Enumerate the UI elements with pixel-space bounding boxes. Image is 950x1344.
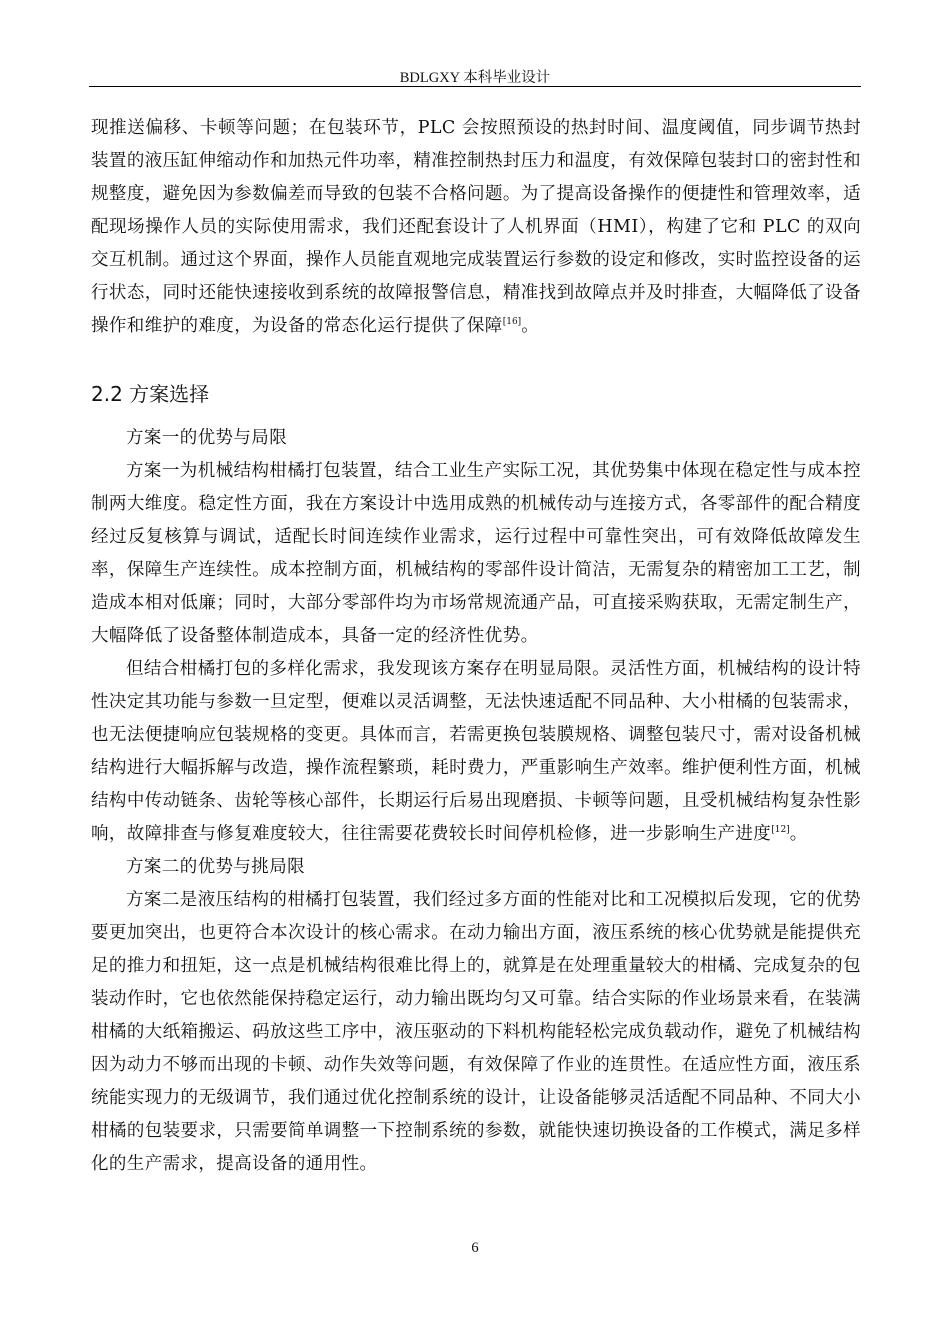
paragraph-option-two-advantages: 方案二是液压结构的柑橘打包装置，我们经过多方面的性能对比和工况模拟后发现，它的优势要更加突出，也更符合本次设计的核心需求。在动力输出方面，液压系统的核心优势就是能提供充足的推力和扭矩，这一点是机械结构很难比得上的，就算是在处理重量较大的柑橘、完成复杂的包装动作时，它也依然能保持稳定运行，动力输出既均匀又可靠。结合实际的作业场景来看，在装满柑橘的大纸箱搬运、码放这些工序中，液压驱动的下料机构能轻松完成负载动作，避免了机械结构因为动力不够而出现的卡顿、动作失效等问题，有效保障了作业的连贯性。在适应性方面，液压系统能实现力的无级调节，我们通过优化控制系统的设计，让设备能够灵活适配不同品种、不同大小柑橘的包装要求，只需要简单调整一下控制系统的参数，就能快速切换设备的工作模式，满足多样化的生产需求，提高设备的通用性。: [91, 890, 861, 1174]
page-header: BDLGXY 本科毕业设计: [399, 70, 551, 86]
page-number: 6: [471, 1240, 479, 1256]
paragraph-option-one-advantages: 方案一为机械结构柑橘打包装置，结合工业生产实际工况，其优势集中体现在稳定性与成本控制两大维度。稳定性方面，我在方案设计中选用成熟的机械传动与连接方式，各零部件的配合精度经过反复核算与调试，适配长时间连续作业需求，运行过程中可靠性突出，可有效降低故障发生率，保障生产连续性。成本控制方面，机械结构的零部件设计简洁，无需复杂的精密加工工艺，制造成本相对低廉；同时，大部分零部件均为市场常规流通产品，可直接采购获取，无需定制生产，大幅降低了设备整体制造成本，具备一定的经济性优势。: [91, 461, 861, 646]
section-heading: 2.2 方案选择: [91, 382, 210, 406]
subheading-option-two: 方案二的优势与挑局限: [126, 857, 305, 877]
paragraph-text: 现推送偏移、卡顿等问题；在包装环节，PLC 会按照预设的热封时间、温度阈值，同步调节热封装置的液压缸伸缩动作和加热元件功率，精准控制热封压力和温度，有效保障包装封口的密封性和规整度，避免因为参数偏差而导致的包装不合格问题。为了提高设备操作的便捷性和管理效率，适配现场操作人员的实际使用需求，我们还配套设计了人机界面（HMI），构建了它和 PLC 的双向交互机制。通过这个界面，操作人员能直观地完成装置运行参数的设定和修改，实时监控设备的运行状态，同时还能快速接收到系统的故障报警信息，精准找到故障点并及时排查，大幅降低了设备操作和维护的难度，为设备的常态化运行提供了保障: [91, 118, 861, 336]
citation-ref: [16]: [502, 317, 522, 327]
citation-ref: [12]: [771, 825, 790, 835]
paragraph-end-punct: 。: [789, 824, 808, 844]
paragraph-end-punct: 。: [521, 316, 540, 336]
paragraph-option-one-limits: [91, 653, 861, 851]
paragraph-hmi: [91, 112, 861, 343]
subheading-option-one: 方案一的优势与局限: [126, 428, 288, 448]
header-divider: [89, 86, 861, 87]
document-body: [91, 112, 861, 1181]
paragraph-text: 但结合柑橘打包的多样化需求，我发现该方案存在明显局限。灵活性方面，机械结构的设计特性决定其功能与参数一旦定型，便难以灵活调整，无法快速适配不同品种、大小柑橘的包装需求，也无法便捷响应包装规格的变更。具体而言，若需更换包装膜规格、调整包装尺寸，需对设备机械结构进行大幅拆解与改造，操作流程繁琐，耗时费力，严重影响生产效率。维护便利性方面，机械结构中传动链条、齿轮等核心部件，长期运行后易出现磨损、卡顿等问题，且受机械结构复杂性影响，故障排查与修复难度较大，往往需要花费较长时间停机检修，进一步影响生产进度: [91, 659, 861, 844]
